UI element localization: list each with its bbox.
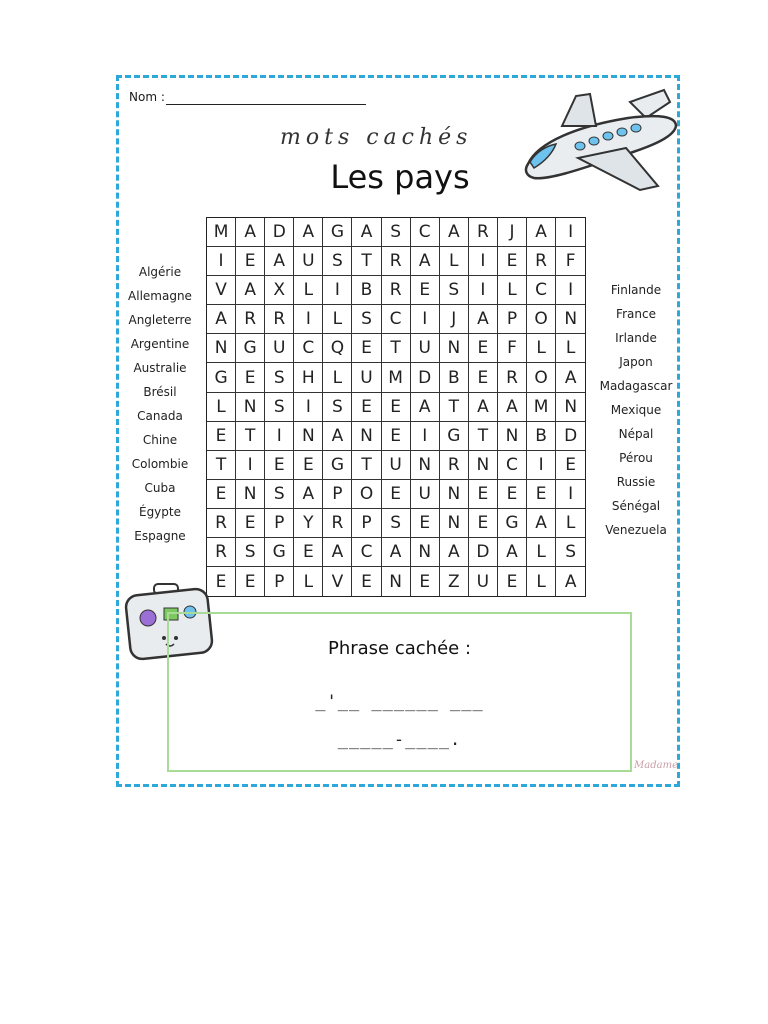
grid-cell: L (527, 538, 556, 567)
grid-cell: E (236, 567, 265, 596)
grid-cell: A (469, 305, 498, 334)
grid-cell: R (207, 538, 236, 567)
grid-cell: E (236, 247, 265, 276)
grid-cell: F (498, 334, 527, 363)
word-list-item: France (616, 307, 656, 321)
grid-cell: A (411, 393, 440, 422)
word-list-item: Népal (618, 427, 654, 441)
word-list-item: Cuba (144, 481, 176, 495)
word-list-item: Irlande (615, 331, 657, 345)
grid-cell: C (382, 305, 411, 334)
grid-cell: E (382, 393, 411, 422)
grid-cell: U (469, 567, 498, 596)
name-label: Nom : (129, 90, 165, 104)
grid-cell: E (352, 567, 381, 596)
grid-cell: D (556, 422, 585, 451)
grid-cell: E (352, 334, 381, 363)
grid-cell: I (469, 247, 498, 276)
grid-cell: T (352, 451, 381, 480)
grid-cell: A (527, 509, 556, 538)
grid-cell: T (469, 422, 498, 451)
grid-cell: C (411, 218, 440, 247)
word-list-item: Madagascar (599, 379, 673, 393)
grid-cell: N (469, 451, 498, 480)
grid-cell: T (207, 451, 236, 480)
word-list-item: Sénégal (611, 499, 661, 513)
grid-cell: N (498, 422, 527, 451)
grid-cell: R (469, 218, 498, 247)
grid-cell: I (236, 451, 265, 480)
word-list-item: Espagne (134, 529, 186, 543)
grid-cell: S (556, 538, 585, 567)
word-list-item: Japon (619, 355, 653, 369)
grid-cell: Q (323, 334, 352, 363)
grid-cell: E (469, 480, 498, 509)
page-title: Les pays (330, 158, 470, 196)
grid-cell: Y (294, 509, 323, 538)
grid-cell: N (236, 480, 265, 509)
grid-cell: N (556, 393, 585, 422)
grid-cell: S (352, 305, 381, 334)
grid-cell: S (265, 480, 294, 509)
grid-cell: A (294, 480, 323, 509)
grid-cell: L (498, 276, 527, 305)
grid-cell: J (440, 305, 469, 334)
grid-cell: E (207, 480, 236, 509)
grid-cell: V (207, 276, 236, 305)
grid-cell: I (411, 422, 440, 451)
grid-cell: S (323, 393, 352, 422)
word-list-item: Chine (142, 433, 178, 447)
grid-cell: G (440, 422, 469, 451)
grid-cell: N (556, 305, 585, 334)
word-list-item: Angleterre (128, 313, 192, 327)
grid-cell: N (236, 393, 265, 422)
grid-cell: J (498, 218, 527, 247)
grid-cell: L (323, 363, 352, 392)
grid-cell: I (527, 451, 556, 480)
grid-cell: A (236, 276, 265, 305)
grid-cell: E (207, 422, 236, 451)
grid-cell: L (294, 276, 323, 305)
grid-cell: C (294, 334, 323, 363)
grid-cell: E (498, 480, 527, 509)
word-list-left (122, 260, 198, 548)
subtitle: mots cachés (280, 125, 473, 150)
grid-cell: R (440, 451, 469, 480)
grid-cell: I (469, 276, 498, 305)
grid-cell: L (527, 334, 556, 363)
grid-cell: V (323, 567, 352, 596)
word-list-item: Allemagne (128, 289, 192, 303)
grid-cell: N (411, 451, 440, 480)
grid-cell: P (323, 480, 352, 509)
grid-cell: I (556, 480, 585, 509)
grid-cell: I (294, 393, 323, 422)
grid-cell: R (323, 509, 352, 538)
grid-cell: R (265, 305, 294, 334)
grid-cell: N (440, 480, 469, 509)
grid-cell: M (527, 393, 556, 422)
grid-cell: D (411, 363, 440, 392)
grid-cell: A (382, 538, 411, 567)
grid-cell: A (564, 571, 577, 592)
grid-cell: A (323, 538, 352, 567)
grid-cell: O (527, 305, 556, 334)
grid-cell: E (382, 480, 411, 509)
grid-cell: F (556, 247, 585, 276)
grid-cell: R (236, 305, 265, 334)
grid-cell: S (236, 538, 265, 567)
grid-cell: E (352, 393, 381, 422)
grid-cell: L (440, 247, 469, 276)
grid-cell: S (265, 363, 294, 392)
grid-cell: N (382, 567, 411, 596)
grid-cell: E (294, 451, 323, 480)
hidden-phrase-title: Phrase cachée : (327, 638, 472, 659)
grid-cell: A (527, 218, 556, 247)
grid-cell: P (265, 509, 294, 538)
word-list-item: Venezuela (605, 523, 667, 537)
grid-cell: C (352, 538, 381, 567)
grid-cell: M (382, 363, 411, 392)
grid-cell: A (440, 538, 469, 567)
grid-cell: E (498, 247, 527, 276)
word-list-item: Russie (616, 475, 656, 489)
grid-cell: B (352, 276, 381, 305)
grid-cell: E (469, 509, 498, 538)
grid-cell: E (236, 509, 265, 538)
grid-cell: E (498, 567, 527, 596)
grid-cell: E (236, 363, 265, 392)
grid-cell: I (556, 218, 585, 247)
name-line (166, 104, 366, 105)
grid-cell: A (440, 218, 469, 247)
grid-cell: G (236, 334, 265, 363)
grid-cell: A (352, 218, 381, 247)
word-list-item: Mexique (610, 403, 662, 417)
hidden-phrase-line-2: _____-____. (337, 730, 462, 750)
word-list-item: Canada (137, 409, 183, 423)
grid-cell: I (265, 422, 294, 451)
grid-cell: A (323, 422, 352, 451)
grid-cell: E (527, 480, 556, 509)
grid-cell: T (440, 393, 469, 422)
grid-cell: A (498, 538, 527, 567)
grid-cell: G (207, 363, 236, 392)
grid-cell: I (294, 305, 323, 334)
grid-cell: E (411, 567, 440, 596)
grid-cell: U (411, 480, 440, 509)
grid-cell: A (207, 305, 236, 334)
grid-cell: C (498, 451, 527, 480)
grid-cell: T (236, 422, 265, 451)
hidden-phrase-line-1: _'__ ______ ___ (315, 692, 484, 712)
grid-cell: A (411, 247, 440, 276)
grid-cell: N (440, 509, 469, 538)
grid-cell: L (294, 567, 323, 596)
grid-cell: L (527, 567, 556, 596)
grid-cell: A (556, 363, 585, 392)
grid-cell: U (411, 334, 440, 363)
word-list-item: Égypte (138, 505, 181, 519)
grid-cell: E (382, 422, 411, 451)
grid-cell: E (207, 567, 236, 596)
grid-cell: U (265, 334, 294, 363)
word-list-item: Argentine (130, 337, 190, 351)
word-list-item: Finlande (610, 283, 662, 297)
madame-logo: Madame (634, 759, 678, 771)
grid-cell: R (498, 363, 527, 392)
grid-cell: A (294, 218, 323, 247)
grid-cell: E (556, 451, 585, 480)
grid-cell: A (236, 218, 265, 247)
grid-cell: G (323, 451, 352, 480)
grid-cell: I (411, 305, 440, 334)
grid-cell: S (265, 393, 294, 422)
grid-cell: N (440, 334, 469, 363)
grid-cell: E (411, 276, 440, 305)
grid-cell: S (382, 218, 411, 247)
grid-cell: T (352, 247, 381, 276)
grid-cell: B (527, 422, 556, 451)
grid-cell: A (469, 393, 498, 422)
grid-cell: S (440, 276, 469, 305)
grid-cell: R (382, 247, 411, 276)
grid-cell: I (556, 276, 585, 305)
grid-cell: P (265, 567, 294, 596)
word-list-item: Colombie (131, 457, 189, 471)
grid-cell: S (323, 247, 352, 276)
grid-cell: N (411, 538, 440, 567)
airplane-illustration (518, 86, 680, 198)
grid-cell: L (556, 334, 585, 363)
grid-cell: I (323, 276, 352, 305)
grid-cell: L (323, 305, 352, 334)
grid-cell: U (382, 451, 411, 480)
grid-cell: C (527, 276, 556, 305)
grid-cell: E (469, 363, 498, 392)
grid-cell: I (207, 247, 236, 276)
word-list-item: Brésil (143, 385, 177, 399)
grid-cell: E (411, 509, 440, 538)
grid-cell: L (556, 509, 585, 538)
grid-cell: M (207, 218, 236, 247)
grid-cell: S (382, 509, 411, 538)
grid-cell: T (382, 334, 411, 363)
word-list-item: Australie (133, 361, 187, 375)
grid-cell: G (323, 218, 352, 247)
word-list-right (597, 278, 675, 542)
grid-cell: X (265, 276, 294, 305)
grid-cell: O (527, 363, 556, 392)
grid-cell: A (265, 247, 294, 276)
word-search-grid (206, 217, 586, 597)
grid-cell: N (294, 422, 323, 451)
grid-cell: U (352, 363, 381, 392)
word-list-item: Pérou (619, 451, 653, 465)
grid-cell: P (498, 305, 527, 334)
grid-cell: R (207, 509, 236, 538)
grid-cell: H (294, 363, 323, 392)
grid-cell: N (207, 334, 236, 363)
grid-cell: P (352, 509, 381, 538)
grid-cell: B (440, 363, 469, 392)
hidden-phrase-box (167, 612, 632, 772)
grid-cell: N (352, 422, 381, 451)
grid-cell: G (498, 509, 527, 538)
grid-cell: D (265, 218, 294, 247)
grid-cell: Z (440, 567, 469, 596)
grid-cell: O (352, 480, 381, 509)
grid-cell: U (294, 247, 323, 276)
grid-cell: G (265, 538, 294, 567)
grid-cell: E (469, 334, 498, 363)
word-list-item: Algérie (138, 265, 182, 279)
grid-cell: E (294, 538, 323, 567)
grid-cell: R (382, 276, 411, 305)
grid-cell: L (207, 393, 236, 422)
grid-cell: A (498, 393, 527, 422)
grid-cell: E (265, 451, 294, 480)
grid-cell: D (469, 538, 498, 567)
grid-cell: R (527, 247, 556, 276)
